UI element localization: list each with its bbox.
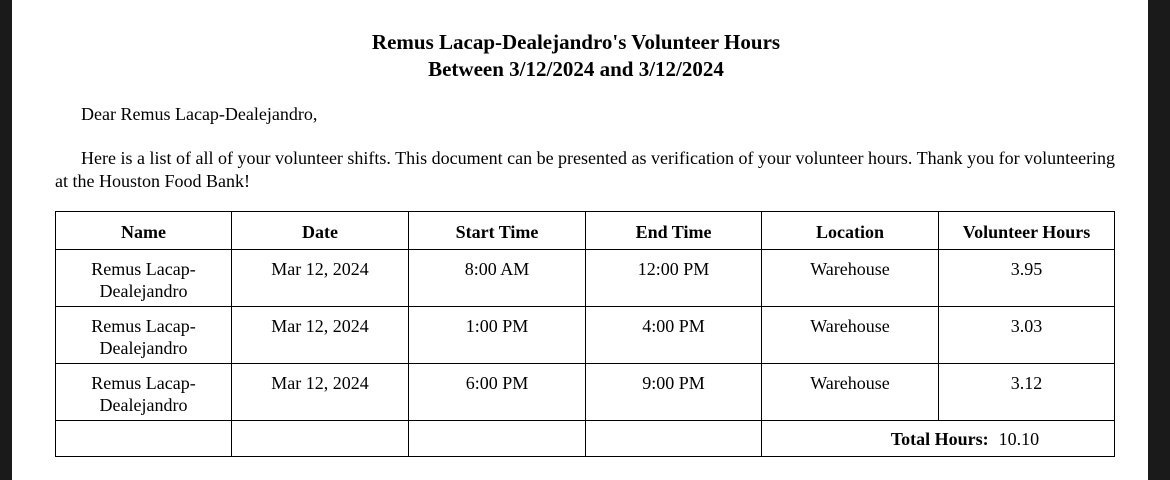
empty-cell (56, 421, 232, 457)
total-hours-cell (762, 421, 1115, 457)
cell-location: Warehouse (762, 250, 939, 307)
table-row (56, 364, 1115, 421)
cell-start-time: 1:00 PM (409, 307, 586, 364)
header-volunteer-hours: Volunteer Hours (939, 212, 1115, 250)
document-page (12, 0, 1148, 480)
cell-name: Remus Lacap-Dealejandro (56, 364, 232, 421)
document-title (0, 29, 1152, 83)
cell-name: Remus Lacap-Dealejandro (56, 307, 232, 364)
header-name: Name (56, 212, 232, 250)
cell-end-time: 9:00 PM (586, 364, 762, 421)
total-hours-value: 10.10 (998, 429, 1040, 449)
body-paragraph: Here is a list of all of your volunteer shifts. This document can be presented as verification of your volunteer hours. Thank you for volunteering at the Houston Food Bank! (55, 148, 1116, 191)
cell-end-time: 12:00 PM (586, 250, 762, 307)
cell-date: Mar 12, 2024 (232, 364, 409, 421)
table-row (56, 307, 1115, 364)
header-date: Date (232, 212, 409, 250)
cell-date: Mar 12, 2024 (232, 250, 409, 307)
cell-name: Remus Lacap-Dealejandro (56, 250, 232, 307)
empty-cell (232, 421, 409, 457)
cell-hours: 3.95 (939, 250, 1115, 307)
empty-cell (409, 421, 586, 457)
volunteer-hours-table (55, 211, 1115, 457)
cell-hours: 3.12 (939, 364, 1115, 421)
cell-location: Warehouse (762, 364, 939, 421)
salutation: Dear Remus Lacap-Dealejandro, (81, 104, 318, 124)
header-end-time: End Time (586, 212, 762, 250)
cell-start-time: 6:00 PM (409, 364, 586, 421)
title-line-2: Between 3/12/2024 and 3/12/2024 (428, 57, 724, 81)
cell-hours: 3.03 (939, 307, 1115, 364)
empty-cell (586, 421, 762, 457)
total-row (56, 421, 1115, 457)
header-location: Location (762, 212, 939, 250)
cell-end-time: 4:00 PM (586, 307, 762, 364)
total-hours-label: Total Hours: (890, 429, 989, 449)
table-header-row (56, 212, 1115, 250)
header-start-time: Start Time (409, 212, 586, 250)
cell-date: Mar 12, 2024 (232, 307, 409, 364)
title-line-1: Remus Lacap-Dealejandro's Volunteer Hours (371, 30, 781, 54)
cell-location: Warehouse (762, 307, 939, 364)
cell-start-time: 8:00 AM (409, 250, 586, 307)
table-row (56, 250, 1115, 307)
